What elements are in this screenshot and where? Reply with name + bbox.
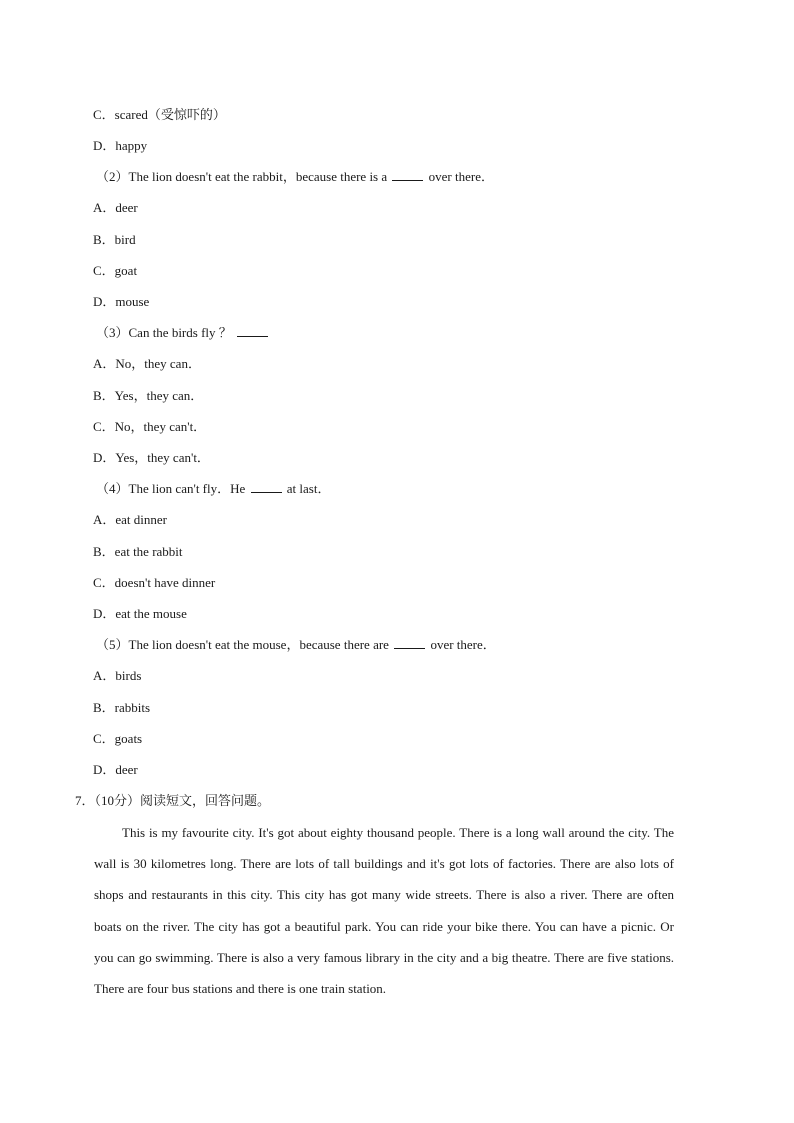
- q3-option-c: C．No，they can't．: [93, 419, 207, 434]
- question-5-text: （5）The lion doesn't eat the mouse，because there are: [96, 637, 389, 652]
- question-2-text-end: over there．: [428, 169, 494, 184]
- question-4-stem: [96, 478, 330, 497]
- section-7-heading: 7．（10分）阅读短文，回答问题。: [75, 793, 271, 808]
- q4-option-b: B．eat the rabbit: [93, 544, 183, 559]
- q5-option-b: B．rabbits: [93, 700, 151, 715]
- q5-option-d: D．deer: [93, 762, 138, 777]
- answer-blank: [394, 637, 425, 649]
- q5-option-a: A．birds: [93, 668, 142, 683]
- question-5-text-end: over there．: [430, 637, 496, 652]
- question-3-stem: [96, 322, 270, 341]
- q3-option-a: A．No，they can．: [93, 356, 201, 371]
- question-5-stem: [96, 634, 496, 653]
- reading-passage: This is my favourite city. It's got about eighty thousand people. There is a long wall around the city. The wall is 30 kilometres long. There are lots of tall buildings and it's got lots of factories. There are also lots of shops and restaurants in this city. This city has got many wide streets. There is also a river. There are often boats on the river. The city has got a beautiful park. You can ride your bike there. You can have a picnic. Or you can go swimming. There is also a very famous library in the city and a big theatre. There are five stations. There are four bus stations and there is one train station.: [94, 825, 674, 997]
- question-2-stem: [96, 166, 494, 185]
- q4-option-d: D．eat the mouse: [93, 606, 187, 621]
- answer-blank: [251, 481, 282, 493]
- q5-option-c: C．goats: [93, 731, 143, 746]
- question-4-text: （4）The lion can't fly．He: [96, 481, 246, 496]
- q2-option-a: A．deer: [93, 200, 138, 215]
- q2-option-b: B．bird: [93, 232, 136, 247]
- answer-blank: [392, 169, 423, 181]
- q2-option-c: C．goat: [93, 263, 138, 278]
- q4-option-a: A．eat dinner: [93, 512, 168, 527]
- q3-option-d: D．Yes，they can't．: [93, 450, 210, 465]
- q3-option-b: B．Yes，they can．: [93, 388, 204, 403]
- question-2-text: （2）The lion doesn't eat the rabbit，because there is a: [96, 169, 388, 184]
- q2-option-d: D．mouse: [93, 294, 150, 309]
- q4-option-c: C．doesn't have dinner: [93, 575, 216, 590]
- q1-option-d: D．happy: [93, 138, 148, 153]
- question-3-text: （3）Can the birds fly ？: [96, 325, 232, 340]
- q1-option-c: C．scared（受惊吓的）: [93, 107, 226, 122]
- question-4-text-end: at last．: [286, 481, 331, 496]
- answer-blank: [237, 325, 268, 337]
